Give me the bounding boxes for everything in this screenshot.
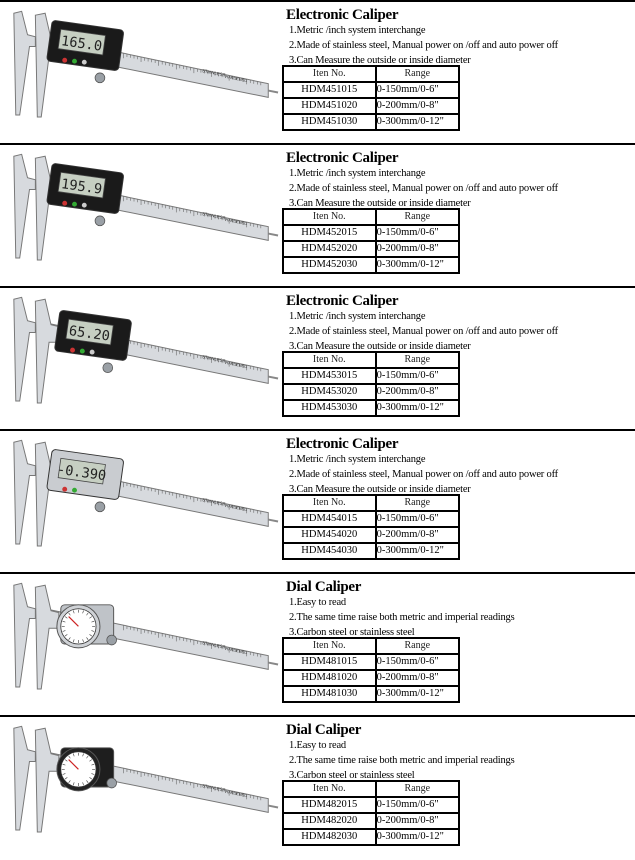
- thumb-wheel: [95, 216, 105, 226]
- range-cell: 0-200mm/0-8": [376, 384, 459, 400]
- section-divider: [0, 286, 635, 288]
- fixed-jaw: [14, 11, 36, 115]
- digital-caliper-image: [6, 292, 280, 420]
- feature-line: 1.Metric /inch system interchange: [289, 454, 426, 465]
- section-divider: [0, 0, 635, 2]
- table-row: [283, 98, 459, 114]
- thumb-wheel: [103, 363, 113, 373]
- item-number-cell: HDM482020: [283, 813, 376, 829]
- table-header-row: [283, 352, 459, 368]
- product-section: [0, 715, 635, 858]
- header-item-no: Iten No.: [283, 495, 376, 511]
- scale-label: STAINLESS: [201, 640, 226, 650]
- product-section: [0, 429, 635, 572]
- scale-label: HARDENED: [225, 502, 248, 512]
- feature-line: 2.Made of stainless steel, Manual power on /off and auto power off: [289, 469, 558, 480]
- header-range: Range: [376, 209, 459, 225]
- scale-label: STAINLESS: [201, 211, 226, 221]
- model-table: [282, 780, 460, 846]
- model-table: [282, 208, 460, 274]
- dial-face: [61, 609, 96, 644]
- digital-caliper-image: [6, 435, 280, 563]
- header-item-no: Iten No.: [283, 781, 376, 797]
- range-cell: 0-150mm/0-6": [376, 82, 459, 98]
- button-icon: [90, 350, 95, 355]
- table-row: [283, 654, 459, 670]
- range-cell: 0-300mm/0-12": [376, 543, 459, 559]
- range-cell: 0-300mm/0-12": [376, 829, 459, 845]
- table-row: [283, 241, 459, 257]
- table-header-row: [283, 781, 459, 797]
- feature-line: 3.Can Measure the outside or inside diameter: [289, 484, 471, 495]
- depth-rod: [268, 91, 278, 93]
- table-row: [283, 114, 459, 130]
- feature-line: 1.Metric /inch system interchange: [289, 168, 426, 179]
- button-icon: [62, 487, 67, 492]
- range-cell: 0-200mm/0-8": [376, 98, 459, 114]
- item-number-cell: HDM453015: [283, 368, 376, 384]
- fixed-jaw: [14, 154, 36, 258]
- feature-line: 2.The same time raise both metric and imperial readings: [289, 755, 515, 766]
- product-title: Electronic Caliper: [286, 7, 399, 23]
- section-divider: [0, 429, 635, 431]
- range-cell: 0-200mm/0-8": [376, 813, 459, 829]
- feature-line: 1.Metric /inch system interchange: [289, 311, 426, 322]
- table-row: [283, 797, 459, 813]
- scale-label: HARDENED: [225, 788, 248, 798]
- item-number-cell: HDM451015: [283, 82, 376, 98]
- lcd-reading: 195.9: [60, 176, 104, 198]
- table-row: [283, 400, 459, 416]
- lcd-reading: 165.0: [60, 33, 104, 55]
- section-divider: [0, 143, 635, 145]
- range-cell: 0-150mm/0-6": [376, 368, 459, 384]
- button-icon: [72, 488, 77, 493]
- scale-label: HARDENED: [225, 216, 248, 226]
- feature-line: 3.Can Measure the outside or inside diameter: [289, 341, 471, 352]
- thumb-wheel: [95, 73, 105, 83]
- table-header-row: [283, 66, 459, 82]
- section-divider: [0, 572, 635, 574]
- item-number-cell: HDM454015: [283, 511, 376, 527]
- sliding-jaw: [35, 728, 58, 832]
- range-cell: 0-150mm/0-6": [376, 797, 459, 813]
- button-icon: [82, 203, 87, 208]
- table-row: [283, 82, 459, 98]
- header-range: Range: [376, 638, 459, 654]
- feature-line: 1.Metric /inch system interchange: [289, 25, 426, 36]
- range-cell: 0-200mm/0-8": [376, 241, 459, 257]
- thumb-wheel: [95, 502, 105, 512]
- feature-line: 2.Made of stainless steel, Manual power on /off and auto power off: [289, 40, 558, 51]
- header-range: Range: [376, 66, 459, 82]
- model-table: [282, 65, 460, 131]
- product-section: [0, 572, 635, 715]
- item-number-cell: HDM453020: [283, 384, 376, 400]
- scale-label: STAINLESS: [201, 783, 226, 793]
- range-cell: 0-200mm/0-8": [376, 670, 459, 686]
- product-title: Dial Caliper: [286, 579, 362, 595]
- model-table: [282, 637, 460, 703]
- feature-line: 3.Carbon steel or stainless steel: [289, 770, 415, 781]
- item-number-cell: HDM482015: [283, 797, 376, 813]
- fixed-jaw: [14, 297, 36, 401]
- table-header-row: [283, 638, 459, 654]
- product-title: Electronic Caliper: [286, 293, 399, 309]
- product-title: Electronic Caliper: [286, 150, 399, 166]
- thumb-wheel: [107, 778, 117, 788]
- feature-line: 3.Can Measure the outside or inside diameter: [289, 198, 471, 209]
- scale-label: STAINLESS: [201, 354, 226, 364]
- feature-line: 3.Can Measure the outside or inside diameter: [289, 55, 471, 66]
- item-number-cell: HDM454030: [283, 543, 376, 559]
- feature-line: 3.Carbon steel or stainless steel: [289, 627, 415, 638]
- range-cell: 0-300mm/0-12": [376, 686, 459, 702]
- product-section: [0, 143, 635, 286]
- scale-label: HARDENED: [225, 359, 248, 369]
- depth-rod: [268, 806, 278, 808]
- item-number-cell: HDM481015: [283, 654, 376, 670]
- product-section: [0, 0, 635, 143]
- scale-label: HARDENED: [225, 73, 248, 83]
- button-icon: [72, 202, 77, 207]
- feature-line: 2.Made of stainless steel, Manual power on /off and auto power off: [289, 326, 558, 337]
- table-header-row: [283, 209, 459, 225]
- header-range: Range: [376, 781, 459, 797]
- depth-rod: [268, 234, 278, 236]
- header-item-no: Iten No.: [283, 352, 376, 368]
- scale-label: STAINLESS: [201, 497, 226, 507]
- item-number-cell: HDM482030: [283, 829, 376, 845]
- header-range: Range: [376, 495, 459, 511]
- product-title: Electronic Caliper: [286, 436, 399, 452]
- range-cell: 0-300mm/0-12": [376, 257, 459, 273]
- button-icon: [72, 59, 77, 64]
- range-cell: 0-300mm/0-12": [376, 114, 459, 130]
- section-divider: [0, 715, 635, 717]
- table-row: [283, 829, 459, 845]
- dial-face: [61, 752, 96, 787]
- range-cell: 0-150mm/0-6": [376, 225, 459, 241]
- fixed-jaw: [14, 583, 36, 687]
- button-icon: [80, 349, 85, 354]
- item-number-cell: HDM454020: [283, 527, 376, 543]
- item-number-cell: HDM451020: [283, 98, 376, 114]
- sliding-jaw: [35, 585, 58, 689]
- button-icon: [62, 201, 67, 206]
- model-table: [282, 351, 460, 417]
- scale-label: STAINLESS: [201, 68, 226, 78]
- table-row: [283, 511, 459, 527]
- range-cell: 0-150mm/0-6": [376, 654, 459, 670]
- button-icon: [62, 58, 67, 63]
- depth-rod: [268, 663, 278, 665]
- header-range: Range: [376, 352, 459, 368]
- item-number-cell: HDM451030: [283, 114, 376, 130]
- table-row: [283, 670, 459, 686]
- table-row: [283, 257, 459, 273]
- header-item-no: Iten No.: [283, 638, 376, 654]
- table-row: [283, 384, 459, 400]
- table-header-row: [283, 495, 459, 511]
- lcd-reading: 65.20: [67, 323, 111, 345]
- thumb-wheel: [107, 635, 117, 645]
- feature-line: 2.Made of stainless steel, Manual power on /off and auto power off: [289, 183, 558, 194]
- header-item-no: Iten No.: [283, 66, 376, 82]
- table-row: [283, 686, 459, 702]
- sliding-jaw: [35, 299, 58, 403]
- item-number-cell: HDM453030: [283, 400, 376, 416]
- table-row: [283, 527, 459, 543]
- table-row: [283, 813, 459, 829]
- product-section: [0, 286, 635, 429]
- button-icon: [82, 489, 87, 494]
- dial-caliper-image: [6, 578, 280, 706]
- range-cell: 0-200mm/0-8": [376, 527, 459, 543]
- model-table: [282, 494, 460, 560]
- depth-rod: [268, 377, 278, 379]
- feature-line: 1.Easy to read: [289, 740, 346, 751]
- range-cell: 0-150mm/0-6": [376, 511, 459, 527]
- digital-caliper-image: [6, 6, 280, 134]
- dial-caliper-image: [6, 721, 280, 849]
- range-cell: 0-300mm/0-12": [376, 400, 459, 416]
- item-number-cell: HDM481020: [283, 670, 376, 686]
- table-row: [283, 368, 459, 384]
- table-row: [283, 543, 459, 559]
- fixed-jaw: [14, 440, 36, 544]
- depth-rod: [268, 520, 278, 522]
- scale-label: HARDENED: [225, 645, 248, 655]
- table-row: [283, 225, 459, 241]
- digital-caliper-image: [6, 149, 280, 277]
- item-number-cell: HDM452020: [283, 241, 376, 257]
- button-icon: [82, 60, 87, 65]
- fixed-jaw: [14, 726, 36, 830]
- feature-line: 2.The same time raise both metric and imperial readings: [289, 612, 515, 623]
- product-title: Dial Caliper: [286, 722, 362, 738]
- feature-line: 1.Easy to read: [289, 597, 346, 608]
- item-number-cell: HDM452015: [283, 225, 376, 241]
- item-number-cell: HDM481030: [283, 686, 376, 702]
- lcd-reading: -0.390: [55, 461, 108, 485]
- item-number-cell: HDM452030: [283, 257, 376, 273]
- header-item-no: Iten No.: [283, 209, 376, 225]
- button-icon: [70, 348, 75, 353]
